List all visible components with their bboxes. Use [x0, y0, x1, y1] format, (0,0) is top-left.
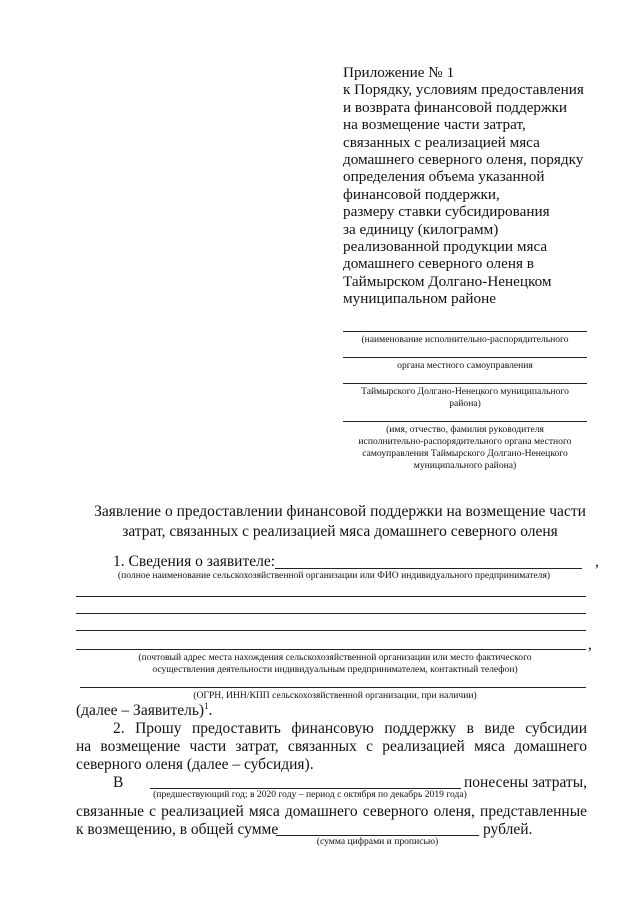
appendix-line: реализованной продукции мяса	[343, 238, 548, 256]
applicant-alias-text: (далее – Заявитель)	[76, 702, 205, 719]
appendix-line: к Порядку, условиям предоставления	[343, 81, 584, 99]
appendix-line: на возмещение части затрат,	[343, 116, 526, 134]
request-line-2: на возмещение части затрат, связанных с реализацией мяса домашнего	[76, 738, 587, 755]
applicant-alias-period: .	[208, 702, 213, 719]
head-name-caption-a: (имя, отчество, фамилия руководителя	[386, 424, 544, 435]
head-name-caption-c: самоуправления Таймырского Долгано-Ненецкого	[362, 448, 568, 459]
title-line-1: Заявление о предоставлении финансовой поддержки на возмещение части	[94, 503, 586, 520]
appendix-block	[343, 64, 613, 308]
address-caption-1: (почтовый адрес места нахождения сельскохозяйственной организации или место фактического	[138, 652, 532, 663]
head-name-caption-d: муниципального района)	[413, 460, 517, 471]
address-comma: ,	[588, 636, 592, 653]
sum-caption: (сумма цифрами и прописью)	[316, 836, 439, 847]
head-name-line[interactable]	[343, 421, 587, 422]
address-line-1[interactable]	[76, 596, 586, 597]
applicant-alias	[76, 702, 212, 720]
address-line-3[interactable]	[76, 630, 586, 631]
applicant-label: 1. Сведения о заявителе:	[113, 553, 276, 570]
authority-caption-3b: района)	[449, 398, 481, 409]
appendix-line: размеру ставки субсидирования	[343, 203, 550, 221]
costs-line-5: связанные с реализацией мяса домашнего северного оленя, представленные	[76, 803, 587, 820]
sum-suffix: рублей.	[483, 821, 533, 838]
period-caption: (предшествующий год; в 2020 году – период с октября по декабрь 2019 года)	[153, 789, 467, 800]
applicant-name-field[interactable]	[275, 568, 582, 569]
appendix-line: и возврата финансовой поддержки	[343, 98, 568, 116]
footnote-mark: 1	[204, 700, 209, 711]
appendix-line: определения объема указанной	[343, 168, 545, 186]
authority-name-caption: (наименование исполнительно-распорядительного	[361, 334, 569, 345]
appendix-line: Таймырском Долгано-Ненецком	[343, 272, 552, 290]
title-line-2: затрат, связанных с реализацией мяса домашнего северного оленя	[122, 523, 558, 540]
address-line-2[interactable]	[76, 613, 586, 614]
appendix-line: домашнего северного оленя в	[343, 255, 534, 273]
applicant-comma: ,	[595, 553, 599, 570]
authority-line-2[interactable]	[343, 357, 587, 358]
appendix-line: за единицу (килограмм)	[343, 220, 499, 238]
authority-caption-3a: Таймырского Долгано-Ненецкого муниципального	[361, 386, 569, 397]
request-line-3: северного оленя (далее – субсидия).	[76, 756, 314, 773]
address-line-4[interactable]	[76, 649, 586, 650]
sum-prefix: к возмещению, в общей сумме	[76, 821, 279, 838]
costs-text: понесены затраты,	[464, 774, 587, 791]
address-caption-2: осуществления деятельности индивидуальным предпринимателем, контактный телефон)	[152, 664, 518, 675]
applicant-name-caption: (полное наименование сельскохозяйственной организации или ФИО индивидуального предпринимателя)	[117, 570, 551, 581]
in-label: В	[113, 774, 124, 791]
ogrn-caption: (ОГРН, ИНН/КПП сельскохозяйственной организации, при наличии)	[193, 690, 477, 701]
appendix-line: домашнего северного оленя, порядку	[343, 151, 584, 169]
appendix-line: муниципальном районе	[343, 290, 496, 308]
authority-caption-2: органа местного самоуправления	[397, 360, 533, 371]
appendix-line: финансовой поддержки,	[343, 185, 500, 203]
appendix-line: связанных с реализацией мяса	[343, 133, 540, 151]
appendix-title: Приложение № 1	[343, 64, 455, 81]
document-title	[60, 502, 620, 542]
authority-name-line[interactable]	[343, 331, 587, 332]
request-line-1: 2. Прошу предоставить финансовую поддержку в виде субсидии	[113, 720, 587, 737]
ogrn-field[interactable]	[80, 687, 586, 688]
head-name-caption-b: исполнительно-распорядительного органа местного	[358, 436, 572, 447]
authority-line-3[interactable]	[343, 383, 587, 384]
